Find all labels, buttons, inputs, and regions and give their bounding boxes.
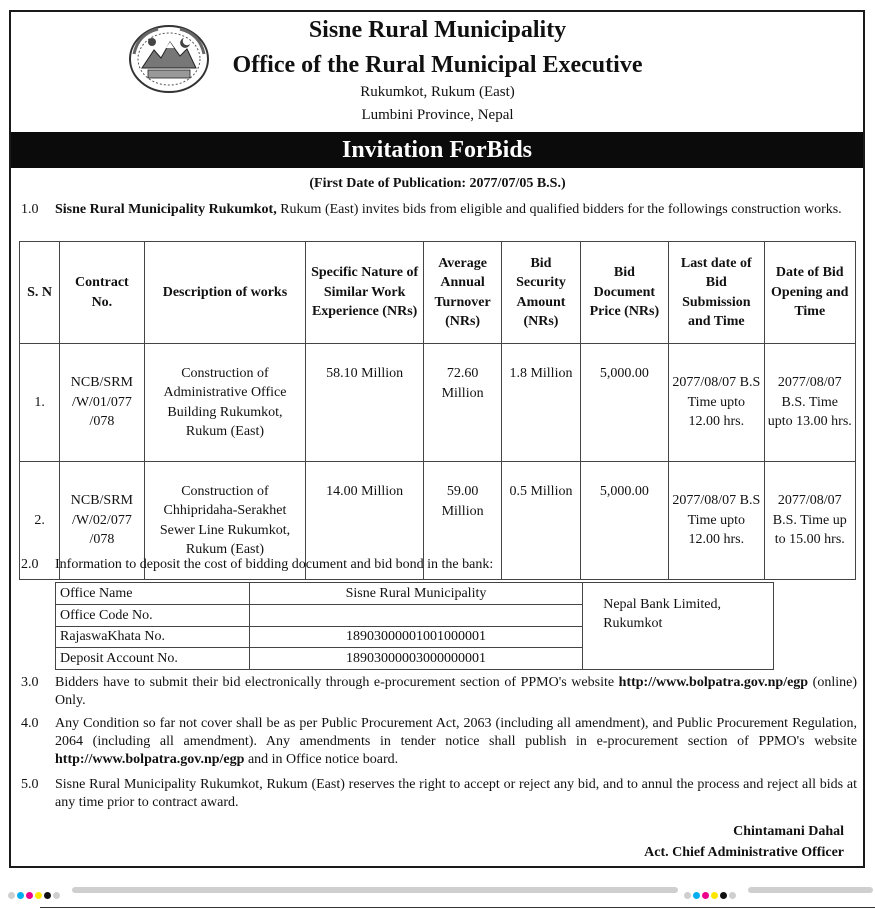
table-row [56, 583, 774, 605]
cell-submission-date: 2077/08/07 B.S Time upto 12.00 hrs. [669, 462, 764, 580]
notice-title-banner: Invitation ForBids [11, 132, 863, 168]
header-contract-no: Contract No. [60, 242, 144, 344]
section-3-text [55, 674, 857, 710]
print-strip-bar [72, 887, 678, 893]
cell-experience: 14.00 Million [306, 462, 424, 580]
cell-contract-no: NCB/SRM /W/02/077 /078 [60, 462, 144, 580]
section-1-number: 1.0 [21, 202, 39, 217]
section-1-lead: Sisne Rural Municipality Rukumkot, [55, 202, 277, 217]
section-3-body: Bidders have to submit their bid electronically through e-procurement section of PPMO's website [55, 675, 619, 690]
header-turnover: Average Annual Turnover (NRs) [423, 242, 501, 344]
header-experience: Specific Nature of Similar Work Experience (NRs) [306, 242, 424, 344]
bank-label: Office Name [56, 583, 250, 605]
section-4-body: Any Condition so far not cover shall be as per Public Procurement Act, 2063 (including all amendment), and Public Procurement Regulation, 2064 (including all amendment). Any amendments in tender notice shall publish in e-procurement section of PPMO's website [55, 716, 857, 749]
ppmo-website-link[interactable]: http://www.bolpatra.gov.np/egp [55, 752, 245, 767]
office-name: Office of the Rural Municipal Executive [232, 52, 643, 78]
cell-contract-no: NCB/SRM /W/01/077 /078 [60, 344, 144, 462]
bank-name: Nepal Bank Limited, Rukumkot [583, 583, 774, 670]
signatory-name: Chintamani Dahal [733, 824, 844, 839]
signatory-title: Act. Chief Administrative Officer [644, 845, 844, 860]
section-4-tail: and in Office notice board. [244, 752, 399, 767]
section-4-text [55, 715, 857, 769]
print-strip-bar [748, 887, 873, 893]
bank-value: 18903000001001000001 [249, 626, 583, 648]
bank-value [249, 604, 583, 626]
color-registration-dots-right [684, 886, 738, 894]
section-5-text: Sisne Rural Municipality Rukumkot, Rukum (East) reserves the right to accept or reject any bid, and to annul the process and reject all bids at any time prior to contract award. [55, 777, 857, 810]
section-2-text: Information to deposit the cost of bidding document and bid bond in the bank: [55, 557, 494, 572]
section-2-number: 2.0 [21, 557, 39, 572]
section-3-number: 3.0 [21, 675, 39, 690]
cell-submission-date: 2077/08/07 B.S Time upto 12.00 hrs. [669, 344, 764, 462]
header-description: Description of works [144, 242, 306, 344]
header-document-price: Bid Document Price (NRs) [580, 242, 668, 344]
ppmo-website-link[interactable]: http://www.bolpatra.gov.np/egp [618, 675, 809, 690]
cell-opening-date: 2077/08/07 B.S. Time up to 15.00 hrs. [764, 462, 855, 580]
table-row [20, 344, 856, 462]
bank-details-table [55, 582, 774, 670]
cell-opening-date: 2077/08/07 B.S. Time upto 13.00 hrs. [764, 344, 855, 462]
section-1-body: Rukum (East) invites bids from eligible and qualified bidders for the followings construction works. [276, 202, 842, 217]
section-3-tail: (online) Only. [55, 675, 857, 708]
bottom-rule [40, 907, 875, 908]
bank-label: Office Code No. [56, 604, 250, 626]
cell-bid-security: 1.8 Million [502, 344, 580, 462]
cell-bid-security: 0.5 Million [502, 462, 580, 580]
bid-table [19, 241, 856, 580]
header-sn: S. N [20, 242, 60, 344]
section-5-number: 5.0 [21, 777, 39, 792]
cell-turnover: 72.60 Million [423, 344, 501, 462]
cell-experience: 58.10 Million [306, 344, 424, 462]
cell-sn: 1. [20, 344, 60, 462]
bid-table-header-row [20, 242, 856, 344]
cell-sn: 2. [20, 462, 60, 580]
cell-document-price: 5,000.00 [580, 462, 668, 580]
cell-description: Construction of Chhipridaha-Serakhet Sewer Line Rukumkot, Rukum (East) [144, 462, 306, 580]
header-bid-security: Bid Security Amount (NRs) [502, 242, 580, 344]
cell-description: Construction of Administrative Office Building Rukumkot, Rukum (East) [144, 344, 306, 462]
municipality-name: Sisne Rural Municipality [308, 17, 567, 43]
publication-date: (First Date of Publication: 2077/07/05 B.S.) [309, 176, 566, 191]
cell-turnover: 59.00 Million [423, 462, 501, 580]
section-4-number: 4.0 [21, 716, 39, 731]
header-opening-date: Date of Bid Opening and Time [764, 242, 855, 344]
address-line-1: Rukumkot, Rukum (East) [360, 84, 515, 100]
bank-value: 18903000003000000001 [249, 648, 583, 670]
bank-value: Sisne Rural Municipality [249, 583, 583, 605]
bank-label: Deposit Account No. [56, 648, 250, 670]
address-line-2: Lumbini Province, Nepal [361, 107, 514, 123]
header-submission-date: Last date of Bid Submission and Time [669, 242, 764, 344]
cell-document-price: 5,000.00 [580, 344, 668, 462]
bank-label: RajaswaKhata No. [56, 626, 250, 648]
section-1-text [55, 201, 857, 219]
color-registration-dots-left [8, 886, 62, 894]
